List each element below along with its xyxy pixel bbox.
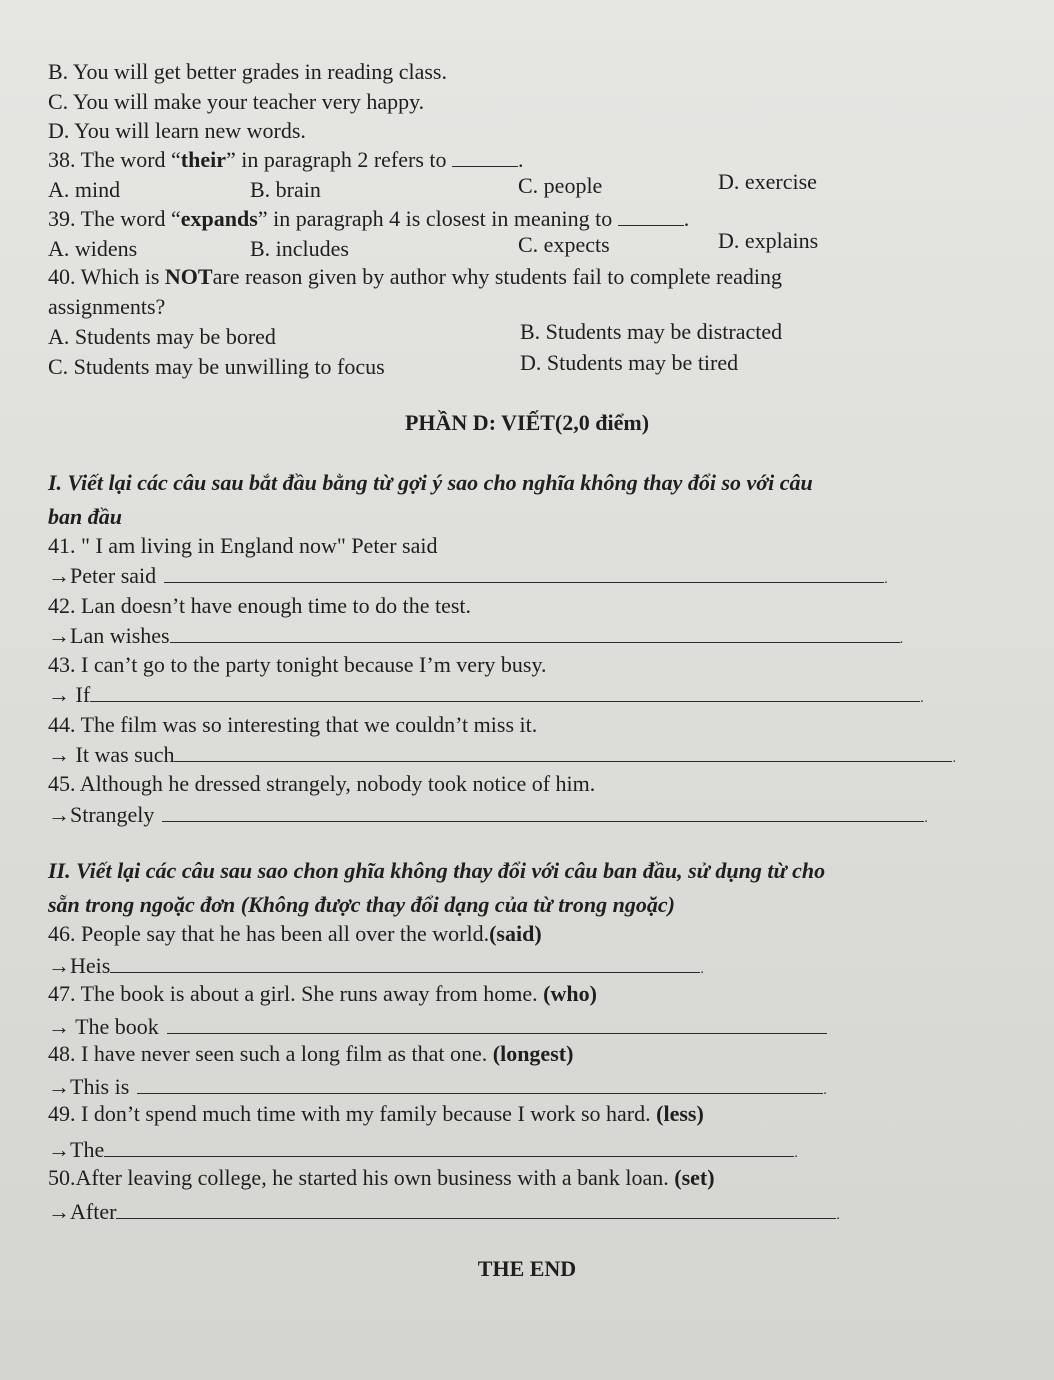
q37-option-b: B. You will get better grades in reading class. — [48, 59, 447, 84]
q49-hint: (less) — [656, 1101, 704, 1126]
q40-option-a[interactable]: A. Students may be bored — [48, 324, 276, 349]
q43-rewrite: → If . — [48, 682, 924, 707]
q44-rewrite: → It was such . — [48, 742, 956, 767]
q45-rewrite: →Strangely . — [48, 802, 928, 827]
q38-option-c[interactable]: C. people — [518, 173, 603, 198]
q49-answer-blank[interactable] — [104, 1138, 794, 1157]
q38-keyword: their — [180, 147, 226, 172]
q38-answer-blank[interactable] — [452, 148, 518, 167]
q43-question: 43. I can’t go to the party tonight because I’m very busy. — [48, 652, 547, 677]
q47-rewrite — [48, 1013, 827, 1041]
q39-question: 39. The word “expands” in paragraph 4 is closest in meaning to . — [48, 206, 690, 231]
q40-keyword: NOT — [164, 264, 213, 289]
q41-prompt: →Peter said — [48, 563, 157, 588]
q50-hint: (set) — [674, 1165, 715, 1190]
q38-option-b[interactable]: B. brain — [250, 177, 321, 202]
q44-prompt: → It was such — [48, 742, 175, 767]
q38-option-a[interactable]: A. mind — [48, 177, 121, 202]
q44-answer-blank[interactable] — [174, 743, 952, 762]
q46-question: 46. People say that he has been all over the world.(said) — [48, 921, 542, 946]
part2-instruction-cont: sẵn trong ngoặc đơn (Không được thay đổi dạng của từ trong ngoặc) — [48, 892, 675, 917]
q37-option-d: D. You will learn new words. — [48, 118, 306, 143]
q38-option-d[interactable]: D. exercise — [718, 169, 817, 194]
q47-answer-blank[interactable] — [167, 1015, 827, 1034]
end-label: THE END — [477, 1256, 577, 1281]
q41-rewrite: →Peter said . — [48, 563, 888, 588]
part1-instruction: I. Viết lại các câu sau bắt đầu bằng từ gợi ý sao cho nghĩa không thay đổi so với câu — [48, 470, 813, 495]
q41-question: 41. " I am living in England now" Peter said — [48, 533, 438, 558]
q42-question: 42. Lan doesn’t have enough time to do the test. — [48, 593, 472, 618]
q46-prompt: →Heis — [48, 953, 111, 978]
q42-prompt: →Lan wishes — [48, 623, 170, 648]
q44-question: 44. The film was so interesting that we couldn’t miss it. — [48, 712, 538, 737]
q39-option-d[interactable]: D. explains — [718, 228, 819, 253]
q46-hint: (said) — [489, 921, 542, 946]
q48-prompt: →This is — [48, 1074, 130, 1099]
q40-question: 40. Which is NOTare reason given by author why students fail to complete reading — [48, 264, 782, 289]
q50-prompt: →After — [48, 1199, 117, 1224]
q45-question: 45. Although he dressed strangely, nobody took notice of him. — [48, 771, 596, 796]
q41-answer-blank[interactable] — [164, 564, 884, 583]
q49-prompt: →The — [48, 1137, 105, 1162]
q43-answer-blank[interactable] — [90, 683, 920, 702]
q50-rewrite: →After . — [48, 1199, 840, 1224]
part1-instruction-cont: ban đầu — [48, 504, 122, 529]
q48-hint: (longest) — [492, 1041, 574, 1066]
q49-rewrite: →The . — [48, 1137, 798, 1162]
q40-option-d[interactable]: D. Students may be tired — [520, 350, 739, 375]
q39-keyword: expands — [180, 206, 258, 231]
q38-question: 38. The word “their” in paragraph 2 refers to . — [48, 147, 524, 172]
q46-answer-blank[interactable] — [110, 954, 700, 973]
q47-question: 47. The book is about a girl. She runs away from home. (who) — [48, 981, 597, 1006]
q47-prompt: → The book — [48, 1014, 159, 1039]
q50-question: 50.After leaving college, he started his own business with a bank loan. (set) — [48, 1165, 715, 1190]
q39-option-a[interactable]: A. widens — [48, 236, 138, 261]
part2-instruction: II. Viết lại các câu sau sao chon ghĩa không thay đổi với câu ban đầu, sử dụng từ cho — [48, 858, 826, 883]
q40-question-cont: assignments? — [48, 294, 166, 319]
q37-option-c: C. You will make your teacher very happy. — [48, 89, 425, 114]
q47-hint: (who) — [543, 981, 597, 1006]
q42-rewrite: →Lan wishes . — [48, 623, 904, 648]
q50-answer-blank[interactable] — [116, 1200, 836, 1219]
q48-question: 48. I have never seen such a long film as that one. (longest) — [48, 1041, 574, 1066]
q39-option-c[interactable]: C. expects — [518, 232, 610, 257]
q43-prompt: → If — [48, 682, 91, 707]
q46-rewrite: →Heis . — [48, 953, 704, 978]
q42-answer-blank[interactable] — [170, 624, 900, 643]
q48-answer-blank[interactable] — [137, 1075, 823, 1094]
q45-prompt: →Strangely — [48, 802, 155, 827]
q49-question: 49. I don’t spend much time with my family because I work so hard. (less) — [48, 1101, 704, 1126]
q39-option-b[interactable]: B. includes — [250, 236, 349, 261]
q39-answer-blank[interactable] — [618, 207, 684, 226]
q40-option-c[interactable]: C. Students may be unwilling to focus — [48, 354, 385, 379]
q45-answer-blank[interactable] — [162, 803, 924, 822]
q48-rewrite: →This is . — [48, 1074, 827, 1099]
section-heading: PHẦN D: VIẾT(2,0 điểm) — [404, 410, 650, 435]
q40-option-b[interactable]: B. Students may be distracted — [520, 319, 783, 344]
